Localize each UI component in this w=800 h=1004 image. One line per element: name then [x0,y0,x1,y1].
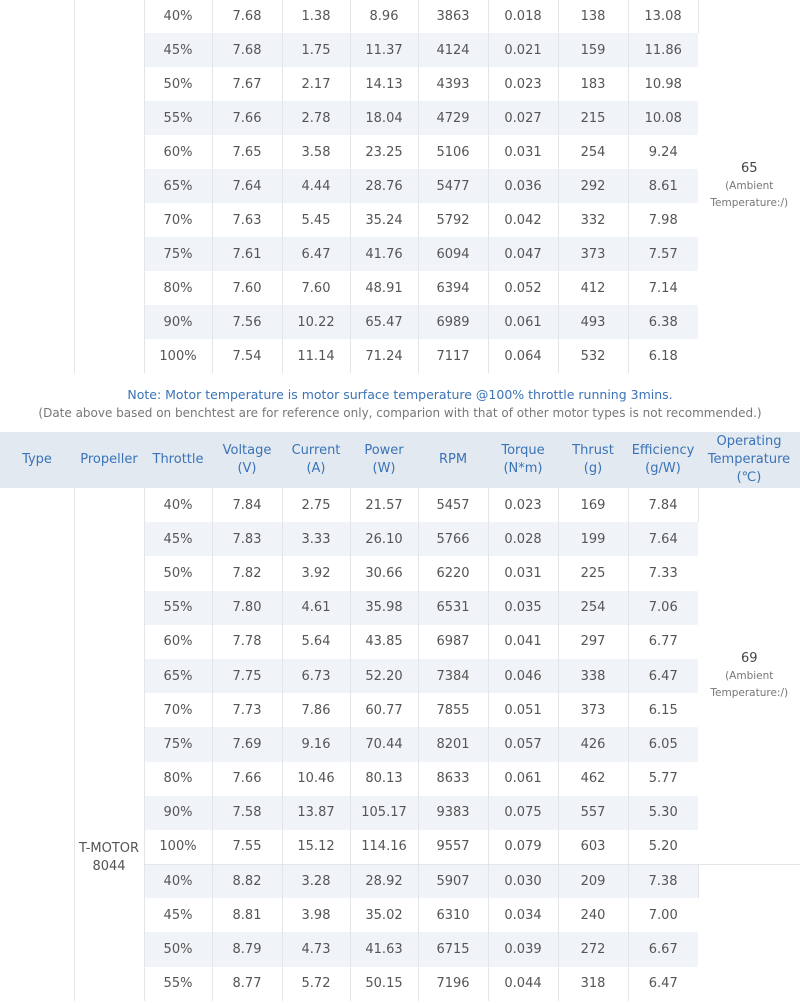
current-cell: 7.86 [282,693,350,727]
rpm-cell: 8633 [418,762,488,796]
efficiency-cell: 6.38 [628,305,698,339]
voltage-cell: 7.63 [212,203,282,237]
efficiency-cell: 11.86 [628,33,698,67]
throttle-cell: 40% [144,488,212,522]
table-row [0,0,800,33]
propeller-name: T-MOTOR 8044 [78,841,140,874]
current-cell: 5.72 [282,967,350,1001]
note-motor-temperature: Note: Motor temperature is motor surface temperature @100% throttle running 3mins. [127,387,673,402]
current-cell: 4.73 [282,932,350,966]
header-torque: Torque (N*m) [501,443,545,476]
rpm-cell: 5457 [418,488,488,522]
current-cell: 1.38 [282,0,350,33]
operating-temperature-cell [698,864,800,1001]
torque-cell: 0.023 [488,488,558,522]
rpm-cell: 8201 [418,727,488,761]
rpm-cell: 6989 [418,305,488,339]
power-cell: 70.44 [350,727,418,761]
power-cell: 8.96 [350,0,418,33]
torque-cell: 0.041 [488,625,558,659]
efficiency-cell: 5.20 [648,839,678,855]
throttle-cell: 45% [144,522,212,556]
header-operating-temperature: Operating Temperature (℃) [707,434,791,485]
thrust-cell: 240 [558,898,628,932]
efficiency-cell: 7.98 [648,212,678,228]
voltage-cell: 7.80 [212,591,282,625]
table-row [0,488,800,522]
power-cell: 50.15 [350,967,418,1001]
thrust-cell: 215 [558,101,628,135]
type-cell [0,0,74,373]
rpm-cell: 7384 [418,659,488,693]
voltage-cell: 8.79 [212,932,282,966]
table-header-row [0,432,800,488]
efficiency-cell: 7.38 [628,864,698,898]
voltage-cell: 7.56 [212,305,282,339]
voltage-cell: 7.84 [212,488,282,522]
efficiency-cell: 13.08 [628,0,698,33]
efficiency-cell: 10.08 [628,101,698,135]
efficiency-cell: 7.14 [648,280,678,296]
power-cell: 65.47 [350,305,418,339]
voltage-cell: 7.73 [212,693,282,727]
current-cell: 2.17 [282,67,350,101]
efficiency-cell: 7.06 [628,591,698,625]
torque-cell: 0.051 [488,693,558,727]
efficiency-cell: 6.15 [648,702,678,718]
throttle-cell: 60% [144,135,212,169]
power-cell: 43.85 [350,625,418,659]
throttle-cell: 45% [144,898,212,932]
torque-cell: 0.036 [488,169,558,203]
throttle-cell: 50% [144,556,212,590]
efficiency-cell: 6.18 [648,348,678,364]
voltage-cell: 8.81 [212,898,282,932]
efficiency-cell: 8.61 [628,169,698,203]
note-disclaimer: (Date above based on benchtest are for reference only, comparion with that of other motor types is not recommended.) [38,406,762,420]
efficiency-cell: 9.24 [648,144,678,160]
power-cell: 41.63 [350,932,418,966]
torque-cell: 0.064 [488,339,558,373]
torque-cell: 0.023 [488,67,558,101]
power-cell: 28.76 [350,169,418,203]
rpm-cell: 6220 [418,556,488,590]
power-cell: 23.25 [350,135,418,169]
power-cell: 35.02 [350,898,418,932]
thrust-cell: 462 [558,762,628,796]
temperature-value: 69 [740,650,758,666]
power-cell: 71.24 [350,339,418,373]
propeller-cell [74,488,144,1001]
throttle-cell: 55% [144,967,212,1001]
rpm-cell: 7117 [418,339,488,373]
current-cell: 4.44 [282,169,350,203]
header-propeller: Propeller [80,452,138,467]
throttle-cell: 50% [144,932,212,966]
power-cell: 11.37 [350,33,418,67]
torque-cell: 0.039 [488,932,558,966]
efficiency-cell: 7.33 [648,565,678,581]
voltage-cell: 7.82 [212,556,282,590]
thrust-cell: 532 [558,339,628,373]
efficiency-cell: 5.30 [628,796,698,830]
throttle-cell: 70% [144,693,212,727]
throttle-cell: 55% [144,591,212,625]
thrust-cell: 169 [558,488,628,522]
header-rpm: RPM [438,452,468,467]
current-cell: 1.75 [282,33,350,67]
rpm-cell: 5792 [418,203,488,237]
voltage-cell: 7.60 [212,271,282,305]
throttle-cell: 100% [144,830,212,864]
throttle-cell: 80% [144,271,212,305]
rpm-cell: 5907 [418,864,488,898]
efficiency-cell: 7.64 [628,522,698,556]
current-cell: 4.61 [282,591,350,625]
torque-cell: 0.042 [488,203,558,237]
current-cell: 7.60 [282,271,350,305]
current-cell: 11.14 [282,339,350,373]
current-cell: 3.33 [282,522,350,556]
throttle-cell: 40% [144,864,212,898]
thrust-cell: 603 [558,830,628,864]
efficiency-cell: 5.77 [648,771,678,787]
ambient-temperature-note: (Ambient Temperature:/) [710,669,789,699]
current-cell: 10.46 [282,762,350,796]
voltage-cell: 7.67 [212,67,282,101]
power-cell: 35.98 [350,591,418,625]
throttle-cell: 75% [144,237,212,271]
throttle-cell: 100% [144,339,212,373]
header-voltage: Voltage (V) [222,443,272,476]
voltage-cell: 8.82 [212,864,282,898]
thrust-cell: 138 [558,0,628,33]
efficiency-cell: 6.67 [628,932,698,966]
thrust-cell: 183 [558,67,628,101]
voltage-cell: 7.64 [212,169,282,203]
throttle-cell: 90% [144,796,212,830]
header-throttle: Throttle [152,452,204,467]
power-cell: 114.16 [350,830,418,864]
efficiency-cell: 7.84 [628,488,698,522]
voltage-cell: 7.66 [212,762,282,796]
rpm-cell: 6715 [418,932,488,966]
voltage-cell: 7.58 [212,796,282,830]
rpm-cell: 4729 [418,101,488,135]
current-cell: 3.58 [282,135,350,169]
rpm-cell: 7855 [418,693,488,727]
rpm-cell: 9557 [418,830,488,864]
thrust-cell: 318 [558,967,628,1001]
torque-cell: 0.034 [488,898,558,932]
voltage-cell: 7.66 [212,101,282,135]
current-cell: 3.92 [282,556,350,590]
current-cell: 6.73 [282,659,350,693]
power-cell: 30.66 [350,556,418,590]
voltage-cell: 7.69 [212,727,282,761]
torque-cell: 0.061 [488,762,558,796]
current-cell: 2.78 [282,101,350,135]
thrust-cell: 557 [558,796,628,830]
thrust-cell: 292 [558,169,628,203]
power-cell: 26.10 [350,522,418,556]
current-cell: 3.98 [282,898,350,932]
rpm-cell: 5477 [418,169,488,203]
note-block [0,374,800,430]
thrust-cell: 493 [558,305,628,339]
torque-cell: 0.035 [488,591,558,625]
throttle-cell: 75% [144,727,212,761]
voltage-cell: 7.68 [212,33,282,67]
power-cell: 52.20 [350,659,418,693]
rpm-cell: 7196 [418,967,488,1001]
torque-cell: 0.044 [488,967,558,1001]
operating-temperature-cell [698,488,800,864]
efficiency-cell: 10.98 [644,76,682,92]
efficiency-cell: 6.77 [648,634,678,650]
thrust-cell: 159 [558,33,628,67]
throttle-cell: 45% [144,33,212,67]
throttle-cell: 70% [144,203,212,237]
efficiency-cell: 7.57 [628,237,698,271]
throttle-cell: 65% [144,169,212,203]
power-cell: 18.04 [350,101,418,135]
temperature-value: 65 [740,161,758,176]
torque-cell: 0.027 [488,101,558,135]
torque-cell: 0.061 [488,305,558,339]
voltage-cell: 7.54 [212,339,282,373]
type-cell [0,488,74,1001]
torque-cell: 0.018 [488,0,558,33]
voltage-cell: 7.68 [212,0,282,33]
throttle-cell: 55% [144,101,212,135]
voltage-cell: 7.75 [212,659,282,693]
power-cell: 105.17 [350,796,418,830]
rpm-cell: 5106 [418,135,488,169]
torque-cell: 0.028 [488,522,558,556]
bottom-data-table [0,488,800,1001]
torque-cell: 0.047 [488,237,558,271]
power-cell: 80.13 [350,762,418,796]
voltage-cell: 8.77 [212,967,282,1001]
current-cell: 9.16 [282,727,350,761]
current-cell: 5.64 [282,625,350,659]
power-cell: 48.91 [350,271,418,305]
current-cell: 10.22 [282,305,350,339]
throttle-cell: 40% [144,0,212,33]
thrust-cell: 332 [558,203,628,237]
current-cell: 15.12 [282,830,350,864]
power-cell: 60.77 [350,693,418,727]
efficiency-cell: 6.05 [628,727,698,761]
rpm-cell: 6094 [418,237,488,271]
efficiency-cell: 6.47 [628,659,698,693]
rpm-cell: 6531 [418,591,488,625]
header-thrust: Thrust (g) [572,443,614,476]
throttle-cell: 65% [144,659,212,693]
voltage-cell: 7.61 [212,237,282,271]
thrust-cell: 272 [558,932,628,966]
torque-cell: 0.030 [488,864,558,898]
rpm-cell: 6987 [418,625,488,659]
thrust-cell: 225 [558,556,628,590]
header-type: Type [22,452,52,467]
voltage-cell: 7.55 [212,830,282,864]
thrust-cell: 254 [558,591,628,625]
ambient-temperature-note: (Ambient Temperature:/) [710,180,789,209]
current-cell: 6.47 [282,237,350,271]
efficiency-cell: 7.00 [648,907,678,923]
power-cell: 14.13 [350,67,418,101]
current-cell: 5.45 [282,203,350,237]
power-cell: 41.76 [350,237,418,271]
thrust-cell: 297 [558,625,628,659]
torque-cell: 0.057 [488,727,558,761]
torque-cell: 0.075 [488,796,558,830]
rpm-cell: 4124 [418,33,488,67]
thrust-cell: 373 [558,693,628,727]
voltage-cell: 7.65 [212,135,282,169]
rpm-cell: 9383 [418,796,488,830]
thrust-cell: 412 [558,271,628,305]
efficiency-cell: 6.47 [648,976,678,992]
current-cell: 3.28 [282,864,350,898]
voltage-cell: 7.83 [212,522,282,556]
torque-cell: 0.031 [488,135,558,169]
top-data-table [0,0,800,373]
throttle-cell: 60% [144,625,212,659]
torque-cell: 0.079 [488,830,558,864]
rpm-cell: 3863 [418,0,488,33]
power-cell: 28.92 [350,864,418,898]
rpm-cell: 6310 [418,898,488,932]
thrust-cell: 254 [558,135,628,169]
operating-temperature-cell [698,0,800,373]
rpm-cell: 6394 [418,271,488,305]
current-cell: 2.75 [282,488,350,522]
torque-cell: 0.052 [488,271,558,305]
thrust-cell: 209 [558,864,628,898]
power-cell: 21.57 [350,488,418,522]
thrust-cell: 338 [558,659,628,693]
throttle-cell: 50% [144,67,212,101]
power-cell: 35.24 [350,203,418,237]
torque-cell: 0.046 [488,659,558,693]
header-current: Current (A) [291,443,341,476]
rpm-cell: 5766 [418,522,488,556]
thrust-cell: 373 [558,237,628,271]
header-power: Power (W) [364,443,404,476]
throttle-cell: 80% [144,762,212,796]
torque-cell: 0.031 [488,556,558,590]
thrust-cell: 426 [558,727,628,761]
propeller-cell [74,0,144,373]
throttle-cell: 90% [144,305,212,339]
torque-cell: 0.021 [488,33,558,67]
rpm-cell: 4393 [418,67,488,101]
voltage-cell: 7.78 [212,625,282,659]
thrust-cell: 199 [558,522,628,556]
header-efficiency: Efficiency (g/W) [631,443,695,476]
current-cell: 13.87 [282,796,350,830]
